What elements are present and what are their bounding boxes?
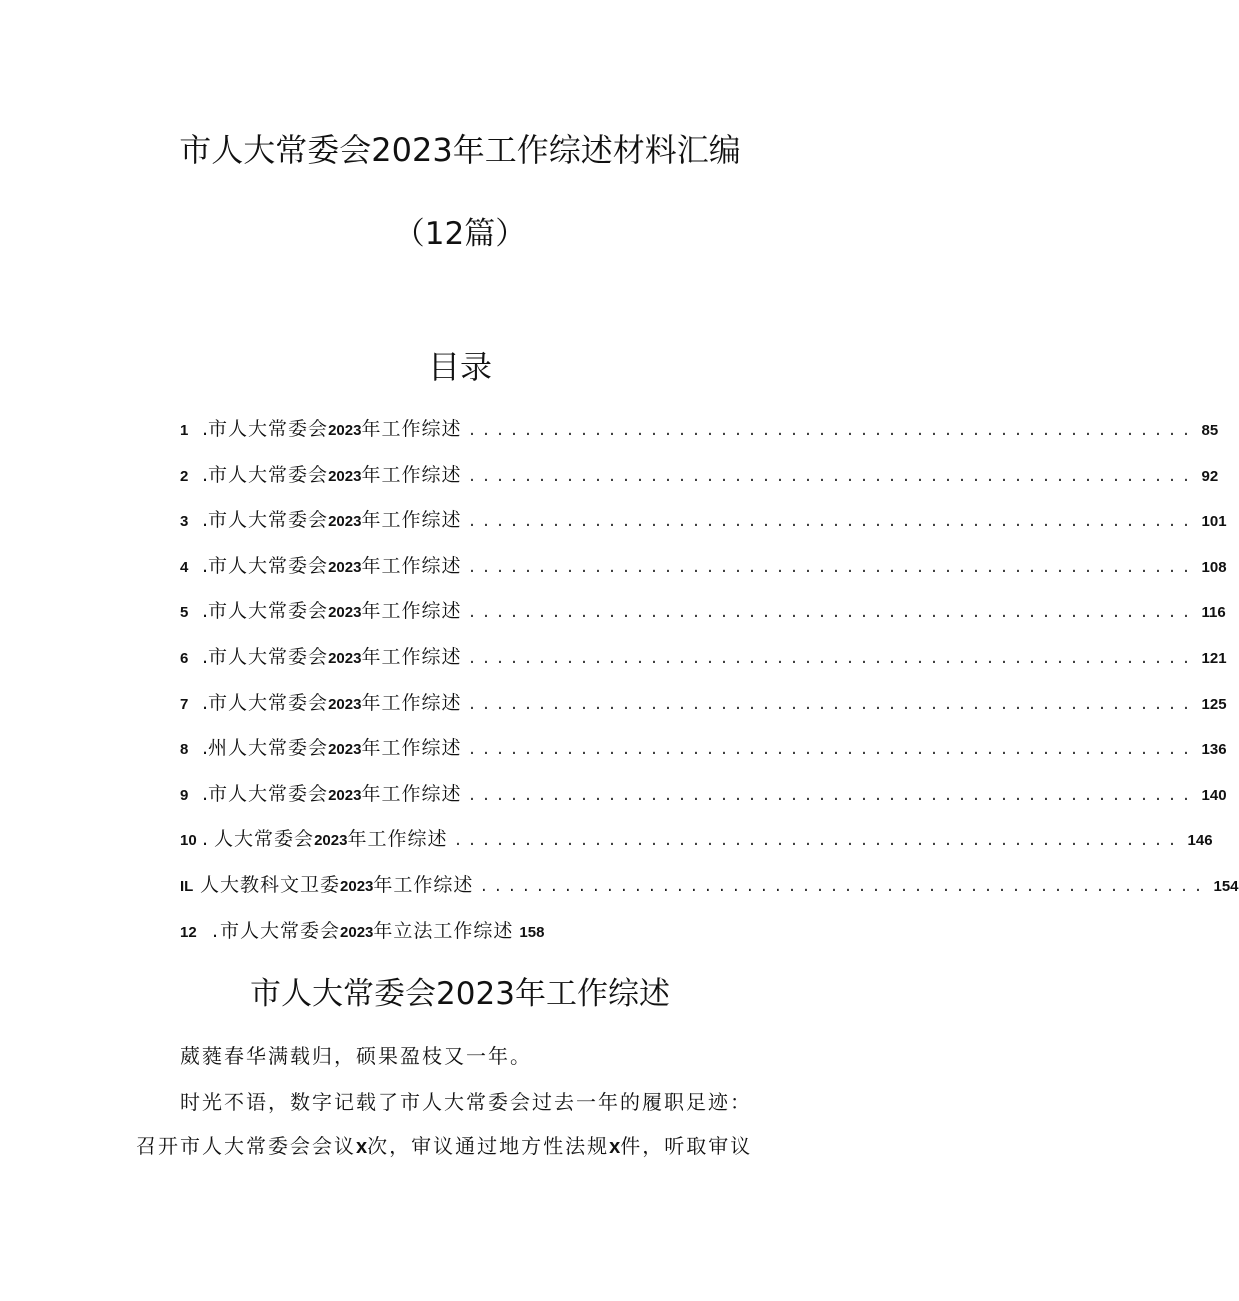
toc-dot-leader: ....................................................	[467, 514, 1196, 532]
toc-entry[interactable]	[180, 779, 1227, 825]
body-paragraph: 召开市人大常委会会议x次，审议通过地方性法规x件，听取审议	[136, 1134, 753, 1158]
toc-entry[interactable]	[180, 460, 1219, 506]
toc-entry[interactable]	[180, 596, 1226, 642]
toc-entry-title: 市人大常委会2023年工作综述	[208, 600, 462, 623]
toc-entry-separator: .	[202, 691, 209, 714]
toc-entry[interactable]	[180, 824, 1213, 870]
toc-heading: 目录	[427, 348, 492, 386]
toc-entry-title: 人大教科文卫委2023年工作综述	[200, 873, 474, 896]
toc-entry-separator: .	[202, 509, 209, 532]
toc-dot-leader: ....................................................	[467, 423, 1196, 440]
toc-entry-title: 市人大常委会2023年工作综述	[208, 509, 462, 532]
toc-entry-separator: .	[202, 418, 209, 440]
toc-dot-leader: ....................................................	[479, 878, 1208, 896]
toc-entry[interactable]	[180, 870, 1239, 916]
toc-entry-number: 10	[180, 832, 197, 850]
toc-entry-page: 146	[1187, 832, 1213, 850]
toc-entry[interactable]	[180, 551, 1227, 597]
table-of-contents	[180, 414, 1239, 954]
toc-entry-separator: .	[202, 782, 209, 805]
toc-entry-page: 136	[1201, 741, 1227, 759]
toc-entry-page: 125	[1201, 695, 1227, 713]
toc-dot-leader: ....................................................	[467, 468, 1196, 486]
toc-dot-leader: ....................................................	[467, 650, 1196, 668]
toc-entry-page: 101	[1201, 513, 1227, 531]
toc-entry-title: 市人大常委会2023年工作综述	[208, 782, 462, 805]
toc-entry-number: 6	[180, 649, 189, 667]
toc-entry-number: 5	[180, 604, 189, 622]
toc-entry[interactable]	[180, 916, 772, 954]
toc-entry-title: 州人大常委会2023年工作综述	[208, 737, 462, 760]
toc-entry-number: 3	[180, 513, 189, 531]
toc-entry[interactable]	[180, 642, 1227, 688]
toc-entry-page: 85	[1201, 422, 1219, 439]
toc-entry-title: 市人大常委会2023年工作综述	[208, 691, 462, 714]
toc-entry-separator: .	[202, 737, 209, 760]
toc-entry-separator: .	[202, 554, 209, 577]
toc-entry-page: 108	[1201, 558, 1227, 576]
toc-entry-title: 市人大常委会2023年工作综述	[208, 418, 462, 440]
toc-entry-number: IL	[180, 877, 194, 895]
toc-entry-title: 市人大常委会2023年工作综述	[208, 645, 462, 668]
toc-entry-page: 121	[1201, 649, 1227, 667]
toc-entry-number: 9	[180, 786, 189, 804]
toc-dot-leader: ....................................................	[467, 605, 1196, 623]
toc-entry-number: 8	[180, 741, 189, 759]
toc-dot-leader: ....................................................	[467, 696, 1196, 714]
toc-entry[interactable]	[180, 688, 1227, 734]
toc-entry-page: 140	[1201, 786, 1227, 804]
toc-dot-leader: ....................................................	[467, 787, 1196, 805]
document-subtitle: （12篇）	[393, 216, 527, 252]
toc-entry-number: 4	[180, 558, 189, 576]
toc-dot-leader: ....................................................	[467, 742, 1196, 760]
toc-entry[interactable]	[180, 733, 1227, 779]
toc-entry[interactable]	[180, 505, 1227, 551]
toc-entry-page: 92	[1201, 467, 1219, 485]
toc-entry-title: 人大常委会2023年工作综述	[214, 828, 448, 851]
toc-entry-title: 市人大常委会2023年工作综述	[208, 554, 462, 577]
toc-entry-separator: .	[202, 463, 209, 486]
toc-entry[interactable]	[180, 414, 1219, 460]
body-paragraph: 时光不语，数字记载了市人大常委会过去一年的履职足迹：	[180, 1090, 752, 1114]
toc-entry-title: 市人大常委会2023年工作综述	[208, 463, 462, 486]
toc-entry-number: 12	[180, 923, 197, 941]
body-paragraph: 葳蕤春华满载归，硕果盈枝又一年。	[180, 1044, 532, 1068]
toc-entry-number: 7	[180, 695, 189, 713]
toc-entry-number: 1	[180, 422, 189, 439]
toc-dot-leader: ....................................................	[467, 559, 1196, 577]
toc-entry-page: 116	[1201, 604, 1226, 622]
document-title: 市人大常委会2023年工作综述材料汇编	[179, 131, 741, 169]
toc-entry-separator: .	[202, 645, 209, 668]
toc-entry-page: 158	[519, 923, 545, 941]
toc-entry-separator: .	[212, 919, 219, 942]
toc-entry-number: 2	[180, 467, 189, 485]
toc-entry-title: 市人大常委会2023年立法工作综述	[220, 919, 514, 942]
toc-dot-leader: ....................................................	[453, 833, 1182, 851]
toc-entry-separator: .	[202, 600, 209, 623]
toc-entry-page: 154	[1213, 877, 1239, 895]
section-title: 市人大常委会2023年工作综述	[250, 976, 670, 1012]
toc-entry-separator: .	[202, 828, 209, 851]
